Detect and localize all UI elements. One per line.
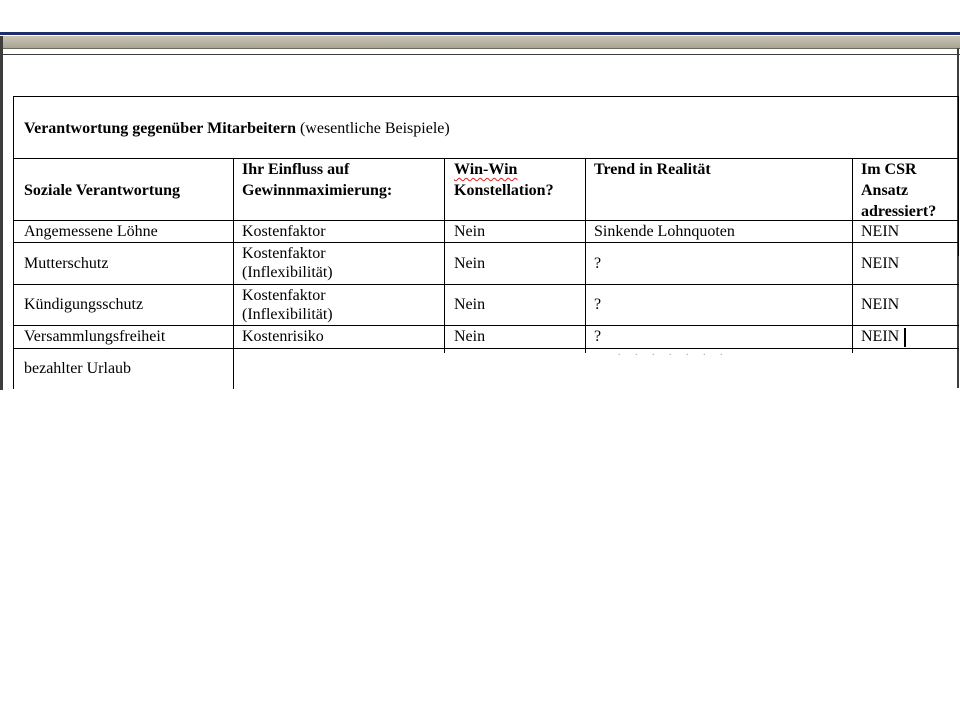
- row-divider: [13, 325, 959, 326]
- window-title-bar: [0, 36, 960, 49]
- cell-row4-col5: NEIN: [861, 328, 900, 345]
- cell-row2-col4: ?: [594, 255, 602, 272]
- cell-row1-col4: Sinkende Lohnquoten: [594, 223, 735, 240]
- text-cursor: [904, 328, 906, 347]
- cell-row3-col5: NEIN: [861, 296, 900, 313]
- col-divider: [233, 158, 234, 389]
- row-divider: [13, 220, 959, 221]
- header-trend: Trend in Realität: [594, 161, 711, 178]
- table-title-suffix: (wesentliche Beispiele): [299, 120, 450, 137]
- row-divider: [13, 242, 959, 243]
- cell-row1-col3: Nein: [454, 223, 486, 240]
- header-soziale-verantwortung: Soziale Verantwortung: [24, 182, 180, 199]
- cell-row2-col5: NEIN: [861, 255, 900, 272]
- col-divider: [585, 158, 586, 353]
- document-table: [13, 96, 959, 389]
- cell-row2-col2-line2: (Inflexibilität): [242, 264, 333, 281]
- cell-row2-col1: Mutterschutz: [24, 255, 109, 272]
- header-einfluss-line1: Ihr Einfluss auf: [242, 161, 350, 178]
- cell-row2-col2-line1: Kostenfaktor: [242, 245, 326, 262]
- faint-trace: . . . . . . .: [618, 347, 729, 358]
- table-title: [24, 119, 450, 139]
- cell-row4-col2: Kostenrisiko: [242, 328, 324, 345]
- cell-row3-col3: Nein: [454, 296, 486, 313]
- cell-row3-col1: Kündigungsschutz: [24, 296, 144, 313]
- header-csr-line3: adressiert?: [861, 203, 937, 220]
- cell-row4-col3: Nein: [454, 328, 486, 345]
- cell-row4-col4: ?: [594, 328, 602, 345]
- cell-row2-col3: Nein: [454, 255, 486, 272]
- cell-row5-col1: bezahlter Urlaub: [24, 360, 132, 377]
- table-title-bold: Verantwortung gegenüber Mitarbeitern: [24, 120, 296, 137]
- table-border-top: [13, 96, 959, 97]
- cell-row1-col1: Angemessene Löhne: [24, 223, 158, 240]
- header-winwin-line2: Konstellation?: [454, 182, 554, 199]
- header-csr-line2: Ansatz: [861, 182, 909, 199]
- table-border-right: [958, 96, 959, 256]
- cell-row3-col2-line1: Kostenfaktor: [242, 287, 326, 304]
- cell-row1-col5: NEIN: [861, 223, 900, 240]
- col-divider: [852, 158, 853, 353]
- header-csr-line1: Im CSR: [861, 161, 917, 178]
- row-divider: [13, 284, 959, 285]
- cell-row1-col2: Kostenfaktor: [242, 223, 326, 240]
- row-divider: [13, 158, 959, 159]
- col-divider: [444, 158, 445, 353]
- row-divider: [13, 348, 959, 349]
- window-frame-top: [3, 54, 960, 55]
- cell-row4-col1: Versammlungsfreiheit: [24, 328, 166, 345]
- header-winwin-line1: Win-Win: [454, 161, 518, 178]
- top-accent-bar: [0, 32, 960, 35]
- cell-row3-col4: ?: [594, 296, 602, 313]
- cell-row3-col2-line2: (Inflexibilität): [242, 306, 333, 323]
- window-frame-left: [0, 36, 3, 390]
- header-einfluss-line2: Gewinnmaximierung:: [242, 182, 393, 199]
